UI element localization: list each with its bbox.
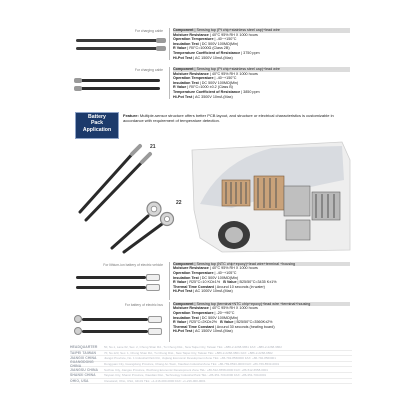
- spec-text-1: [173, 28, 350, 60]
- spec-row: Moisture Resistance | 40°C 95% RH X 1000 hours: [173, 266, 258, 271]
- spec-row: Operation Temperature | -20~+90°C: [173, 311, 235, 315]
- ring-terminal-icon: [74, 315, 82, 323]
- spec-block-lithium-ion-ev: [70, 262, 350, 300]
- callout-22: 22: [176, 200, 182, 206]
- spec-row: Insulation Test | DC 500V 100MΩ(Min): [173, 41, 239, 46]
- callout-21: 21: [150, 144, 156, 150]
- spec-block-electric-bus: [70, 302, 350, 342]
- sensor-tip-icon: [74, 86, 82, 91]
- battery-pack-application-label: Battery Pack Application: [75, 112, 119, 139]
- spec-row: Hi-Pot Test | AC 1500V 10mA (Max): [173, 55, 233, 60]
- sensor-cable-icon: [76, 286, 146, 289]
- connector-icon: [146, 274, 160, 281]
- spec-row: Moisture Resistance | 40°C 95% RH X 1000 hours: [173, 306, 258, 311]
- spec-row: Hi-Pot Test | AC 3500V 10mA (Max): [173, 94, 233, 99]
- spec-row-component: Component | Sensing top (Pt chip+stainless steel cap)+lead wire: [173, 28, 350, 33]
- company-locations-footer: [70, 345, 352, 384]
- spec-row: Moisture Resistance | 40°C 95% RH X 1000 hours: [173, 32, 258, 37]
- spec-row: Operation Temperature | -40~+150°C: [173, 76, 237, 81]
- image-caption: For charging cable: [134, 68, 163, 72]
- sensor-cable-icon: [82, 318, 148, 321]
- spec-row: Insulation Test | DC 500V 100MΩ(Min): [173, 80, 239, 85]
- feature-description: Feature: Multiple-sensor structure offers better PCB layout, and structure or electrical characteristics is customizable in accordance with requirement of temperature detection.: [123, 113, 334, 123]
- spec-text-2: [173, 67, 350, 99]
- spec-row: Operation Temperature | -40~+105°C: [173, 271, 237, 275]
- footer-row-headquarter: HEADQUARTER 5F, No.1, Lane 62, Sec. 2, Chung Shan Rd., Tu Cheng Dist., New Taipei City, Taiwan TEL: +886-2-2268-9861 FAX: +886-2-2268-9862: [70, 345, 352, 351]
- spec-row: Insulation Test | DC 500V 100MΩ(Min): [173, 315, 239, 320]
- spec-row: R Value | R25°C=10 KΩ±1% B Value | B25/50°C=3435 K±1%: [173, 280, 277, 285]
- image-caption: For lithium-ion battery of electric vehicle: [103, 263, 163, 267]
- spec-row: Temperature Coefficient of Resistance | 3750 ppm: [173, 50, 260, 55]
- sensor-cable-icon: [76, 276, 146, 279]
- spec-row: Thermal Time Constant | Around 30 seconds (heating board): [173, 324, 275, 329]
- sensor-cable-icon: [82, 330, 148, 333]
- spec-row: Temperature Coefficient of Resistance | 3850 ppm: [173, 89, 260, 94]
- probe-sensor-icon: [80, 146, 150, 220]
- sensor-cable-icon: [76, 47, 162, 50]
- sensor-cable-icon: [80, 79, 160, 82]
- footer-row-taipei: TAIPEI TAIWAN 7F, No.123, Sec. 1, Chung Shan Rd., Tu Cheng Dist., New Taipei City, Taiwan TEL: +886-2-2268-9861 FAX: +886-2-2268-9862: [70, 351, 352, 357]
- product-image-2: [70, 67, 170, 99]
- product-image-4: [70, 302, 170, 342]
- sensor-tip-icon: [156, 46, 166, 51]
- illustration-svg: [72, 140, 352, 255]
- image-caption: For charging cable: [134, 29, 163, 33]
- spec-text-3: [173, 262, 350, 294]
- sensor-tip-icon: [156, 38, 166, 43]
- ring-terminal-sensor-icon: [112, 202, 174, 252]
- spec-row: Hi-Pot Test | AC 1000V 10mA (Max): [173, 289, 233, 294]
- connector-icon: [146, 284, 160, 291]
- spec-row: Thermal Time Constant | Around 10 seconds (in water): [173, 284, 265, 289]
- connector-icon: [148, 328, 162, 335]
- sensor-cable-icon: [76, 39, 162, 42]
- spec-row: Operation Temperature | -40~+150°C: [173, 37, 237, 42]
- spec-text-4: [173, 302, 350, 334]
- spec-row-component: Component | Sensing top (terminal+NTC chip+epoxy)+lead wire +terminal+housing: [173, 302, 350, 306]
- spec-row: R Value | R0°C=1000 ±0.2 (Class B): [173, 85, 233, 90]
- spec-block-charging-cable-2: [70, 67, 350, 99]
- ring-terminal-icon: [74, 327, 82, 335]
- footer-row-shanxi: SHANXI CHINA Taiyuan City, Shanxi Province, Xiaodian Dist., Technology Industrial Park TEL: +86-351-700-0000 FAX: +86-351-700-0001: [70, 373, 352, 379]
- spec-row: Insulation Test | DC 500V 100MΩ(Min): [173, 275, 239, 280]
- footer-row-jiangsu: JIANGSU CHINA Suzhou City, Jiangsu Province, Wuzhong Economic Development Zone TEL: +86-512-6558-0000 FAX: +86-512-6558-0001: [70, 367, 352, 373]
- image-caption: For battery of electric bus: [124, 303, 163, 307]
- product-image-3: [70, 262, 170, 300]
- spec-row-component: Component | Sensing top (NTC chip+epoxy)+lead wire+terminal +housing: [173, 262, 350, 266]
- product-image-1: [70, 28, 170, 60]
- spec-row-component: Component | Sensing top (Pt chip+stainless steel cap)+lead wire: [173, 67, 350, 72]
- connector-icon: [148, 316, 162, 323]
- spec-block-charging-cable-1: [70, 28, 350, 60]
- sensor-cable-icon: [80, 87, 160, 90]
- battery-pack-illustration: [72, 140, 352, 255]
- footer-row-ohio: OHIO, USA Cleveland, Ohio, USA, 44131 TEL: +1-216-000-0000 FAX: +1-216-000-0001: [70, 379, 352, 385]
- spec-row: R Value | R0°C=1000Ω (Class 2B): [173, 46, 230, 51]
- footer-row-jiangxi: JIANGXI CHINA Jiangxi Province, No. 1 Industrial Park Rd., Jiujiang Economic Development Zone TEL: +86-792-8560000 FAX: +86-792-8560001: [70, 356, 352, 362]
- spec-row: Moisture Resistance | 40°C 95% RH X 1000 hours: [173, 71, 258, 76]
- footer-row-guangdong: GUANGDONG CHINA Dongguan City, Guangdong Province, Chang An Town, Xiaobian Industrial Zone TEL: +86-769-8533-0000 FAX: +86-769-8533-0001: [70, 362, 352, 368]
- sensor-tip-icon: [74, 78, 82, 83]
- spec-row: Hi-Pot Test | AC 1500V 10mA (Max): [173, 329, 233, 334]
- spec-row: R Value | R25°C=2KΩ±2% B Value | B25/50°C=3560K±2%: [173, 320, 273, 325]
